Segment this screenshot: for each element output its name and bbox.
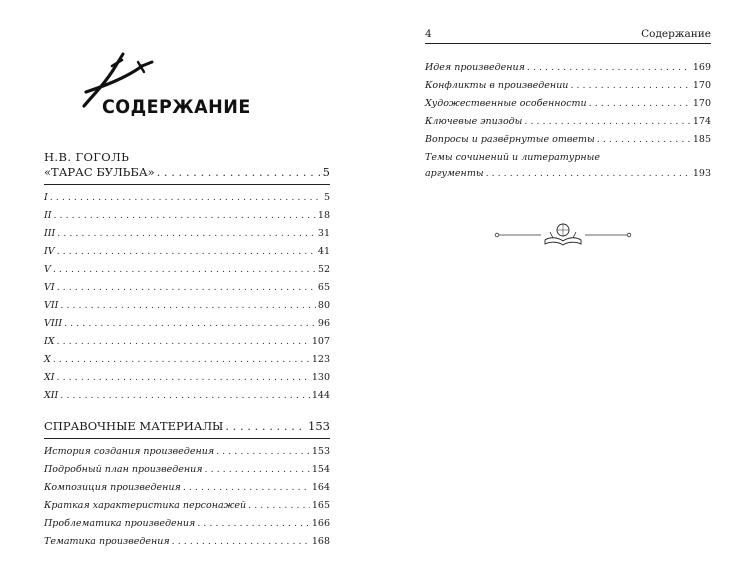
dot-leader <box>589 95 691 113</box>
dot-leader <box>64 315 316 333</box>
running-title: Содержание <box>641 28 711 40</box>
dot-leader <box>50 189 322 207</box>
toc-entry-label: Художественные особенности <box>425 98 587 109</box>
toc-entry-label: «ТАРАС БУЛЬБА» <box>44 165 155 179</box>
dot-leader <box>53 351 310 369</box>
toc-entry-reference[interactable] <box>44 479 330 497</box>
toc-right-column <box>425 59 711 181</box>
toc-entry-page: 170 <box>692 80 711 91</box>
toc-entry-page: 166 <box>311 518 330 529</box>
toc-entry-label: XI <box>44 372 55 383</box>
toc-entry-label: II <box>44 210 52 221</box>
toc-entry-page: 80 <box>317 300 330 311</box>
toc-entry-label: Композиция произведения <box>44 482 181 493</box>
dot-leader <box>157 165 321 180</box>
toc-entry-chapter[interactable] <box>44 207 330 225</box>
dot-leader <box>57 243 316 261</box>
section-rule <box>44 438 330 439</box>
dot-leader <box>197 515 310 533</box>
dot-leader <box>183 479 310 497</box>
header-rule <box>425 43 711 44</box>
toc-entry-chapter[interactable] <box>44 243 330 261</box>
toc-entry-page: 144 <box>311 390 330 401</box>
toc-entry-label: аргументы <box>425 168 484 179</box>
running-head <box>425 27 711 44</box>
dot-leader <box>57 225 316 243</box>
toc-entry-page: 153 <box>311 446 330 457</box>
dot-leader <box>570 77 690 95</box>
dot-leader <box>57 369 310 387</box>
toc-entry-label-line: Темы сочинений и литературные <box>425 152 600 163</box>
toc-entry-label: Вопросы и развёрнутые ответы <box>425 134 595 145</box>
right-page <box>375 0 750 576</box>
toc-entry-chapter[interactable] <box>44 351 330 369</box>
toc-entry-page: 164 <box>311 482 330 493</box>
toc-entry-page: 153 <box>308 419 330 433</box>
dot-leader <box>60 387 310 405</box>
toc-entry-label: V <box>44 264 51 275</box>
toc-left-column <box>44 150 330 551</box>
toc-entry-page: 5 <box>322 165 330 179</box>
toc-entry-chapter[interactable] <box>44 333 330 351</box>
toc-entry-page: 193 <box>692 168 711 179</box>
toc-entry-page: 185 <box>692 134 711 145</box>
toc-entry-label: XII <box>44 390 59 401</box>
toc-entry-label: I <box>44 192 48 203</box>
dot-leader <box>524 113 690 131</box>
toc-entry-label: VII <box>44 300 59 311</box>
toc-entry-page: 52 <box>317 264 330 275</box>
toc-entry-chapter[interactable] <box>44 189 330 207</box>
dot-leader <box>225 419 306 434</box>
toc-entry-page: 165 <box>311 500 330 511</box>
toc-entry-label: СПРАВОЧНЫЕ МАТЕРИАЛЫ <box>44 419 224 433</box>
toc-entry-label: Проблематика произведения <box>44 518 196 529</box>
toc-entry-label: VIII <box>44 318 63 329</box>
toc-entry-page: 130 <box>311 372 330 383</box>
toc-entry-page: 170 <box>692 98 711 109</box>
dot-leader <box>248 497 310 515</box>
dot-leader <box>597 131 691 149</box>
toc-entry-chapter[interactable] <box>44 387 330 405</box>
page-number: 4 <box>425 28 432 40</box>
toc-entry-page: 107 <box>311 336 330 347</box>
toc-entry-page: 96 <box>317 318 330 329</box>
toc-entry-reference[interactable] <box>425 131 711 149</box>
dot-leader <box>54 207 316 225</box>
section-rule <box>44 184 330 185</box>
toc-entry-label: История создания произведения <box>44 446 215 457</box>
toc-entry-chapter[interactable] <box>44 279 330 297</box>
dot-leader <box>216 443 310 461</box>
toc-entry-reference[interactable] <box>44 533 330 551</box>
toc-entry-label: X <box>44 354 51 365</box>
toc-entry-reference[interactable] <box>425 167 711 181</box>
toc-entry-page: 169 <box>692 62 711 73</box>
toc-entry-work[interactable] <box>44 165 330 180</box>
toc-entry-chapter[interactable] <box>44 225 330 243</box>
dot-leader <box>60 297 316 315</box>
chapter-list <box>44 189 330 405</box>
toc-entry-reference[interactable] <box>44 497 330 515</box>
toc-entry-label: Краткая характеристика персонажей <box>44 500 247 511</box>
toc-entry-page: 174 <box>692 116 711 127</box>
toc-entry-reference[interactable] <box>425 59 711 77</box>
dot-leader <box>57 333 310 351</box>
toc-entry-page: 41 <box>317 246 330 257</box>
toc-entry-page: 168 <box>311 536 330 547</box>
toc-entry-page: 5 <box>323 192 330 203</box>
toc-entry-label: Конфликты в произведении <box>425 80 569 91</box>
toc-entry-page: 123 <box>311 354 330 365</box>
dot-leader <box>53 261 316 279</box>
dot-leader <box>172 533 310 551</box>
toc-entry-chapter[interactable] <box>44 297 330 315</box>
toc-entry-label: III <box>44 228 56 239</box>
dot-leader <box>57 279 316 297</box>
toc-entry-reference[interactable] <box>44 443 330 461</box>
book-ornament-icon <box>493 218 633 248</box>
toc-entry-page: 154 <box>311 464 330 475</box>
toc-entry-label: VI <box>44 282 55 293</box>
reference-list <box>44 443 330 551</box>
toc-entry-reference[interactable] <box>44 461 330 479</box>
toc-entry-reference[interactable] <box>425 77 711 95</box>
toc-entry-label: IX <box>44 336 55 347</box>
toc-entry-reference[interactable] <box>425 95 711 113</box>
toc-heading-block <box>78 52 278 122</box>
toc-entry-label: Тематика произведения <box>44 536 170 547</box>
toc-entry-label: Подробный план произведения <box>44 464 203 475</box>
toc-entry-page: 18 <box>317 210 330 221</box>
toc-entry-page: 65 <box>317 282 330 293</box>
author-line: Н.В. ГОГОЛЬ <box>44 150 130 164</box>
toc-entry-reference-section[interactable] <box>44 419 330 434</box>
toc-entry-chapter[interactable] <box>44 261 330 279</box>
toc-entry-label: IV <box>44 246 55 257</box>
toc-entry-reference[interactable] <box>44 515 330 533</box>
dot-leader <box>205 461 310 479</box>
toc-entry-label: Идея произведения <box>425 62 525 73</box>
toc-entry-reference[interactable] <box>425 113 711 131</box>
toc-entry-chapter[interactable] <box>44 315 330 333</box>
dot-leader <box>486 167 691 181</box>
toc-entry-chapter[interactable] <box>44 369 330 387</box>
dot-leader <box>527 59 691 77</box>
toc-entry-page: 31 <box>317 228 330 239</box>
toc-heading: СОДЕРЖАНИЕ <box>102 96 251 118</box>
toc-entry-label: Ключевые эпизоды <box>425 116 523 127</box>
